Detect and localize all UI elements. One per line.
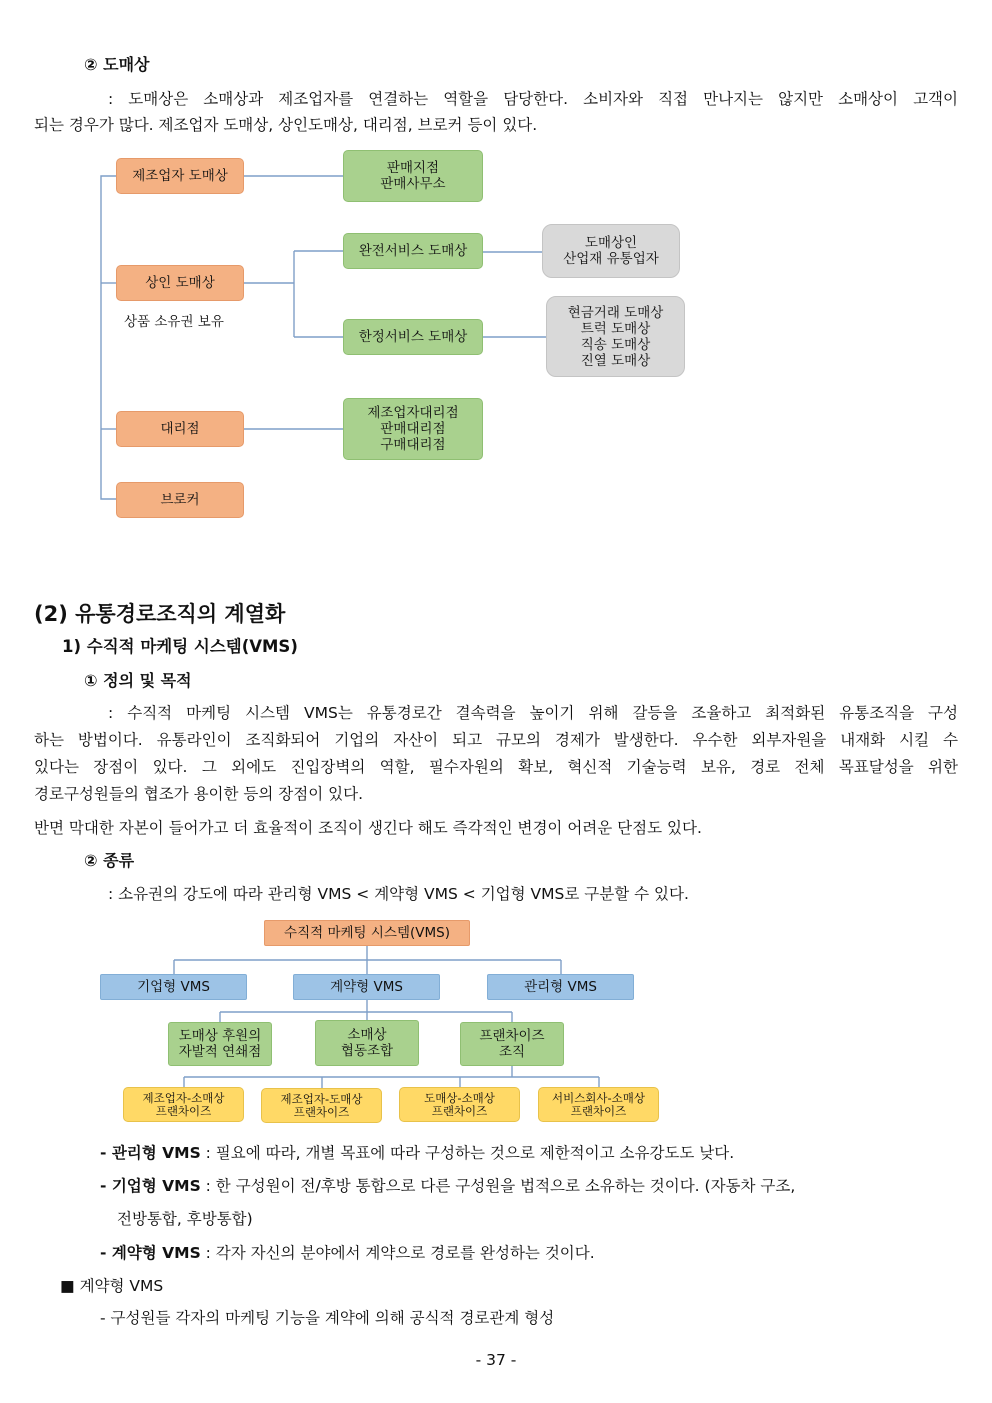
corporate-vms-bullet xyxy=(100,1173,960,1200)
broker-box: 브로커 xyxy=(116,482,244,518)
contractual-note-line: - 구성원들 각자의 마케팅 기능을 계약에 의해 공식적 경로관계 형성 xyxy=(100,1309,555,1327)
wholesaler-paragraph-line2: 되는 경우가 많다. 제조업자 도매상, 상인도매상, 대리점, 브로커 등이 있다. xyxy=(34,116,538,134)
agent-types-box: 제조업자대리점 판매대리점 구매대리점 xyxy=(343,398,483,460)
types-heading: ② 종류 xyxy=(84,851,135,870)
contractual-vms-box: 계약형 VMS xyxy=(293,974,440,1000)
corporate-vms-label: - 기업형 VMS xyxy=(100,1177,201,1195)
administered-vms-box: 관리형 VMS xyxy=(487,974,634,1000)
merchant-note: 상품 소유권 보유 xyxy=(124,314,224,330)
definition-line2: 하는 방법이다. 유통라인이 조직화되어 기업의 자산이 되고 규모의 경제가 발생한다. 우수한 외부자원을 내재화 시킬 수 xyxy=(34,731,958,749)
administered-vms-bullet xyxy=(100,1140,960,1167)
definition-heading: ① 정의 및 목적 xyxy=(84,671,192,690)
definition-line4: 경로구성원들의 협조가 용이한 등의 장점이 있다. xyxy=(34,785,364,803)
definition-line3: 있다는 장점이 있다. 그 외에도 진입장벽의 역할, 필수자원의 확보, 혁신적 기술능력 보유, 경로 전체 목표달성을 위한 xyxy=(34,758,958,776)
definition-line5: 반면 막대한 자본이 들어가고 더 효율적이 조직이 생긴다 해도 즉각적인 변경이 어려운 단점도 있다. xyxy=(34,819,702,837)
franchise-box: 프랜차이즈 조직 xyxy=(460,1022,564,1066)
service-retail-franchise-box: 서비스회사-소매상 프랜차이즈 xyxy=(538,1087,659,1122)
types-line: : 소유권의 강도에 따라 관리형 VMS < 계약형 VMS < 기업형 VMS로 구분할 수 있다. xyxy=(108,885,689,903)
wholesaler-paragraph-line1: : 도매상은 소매상과 제조업자를 연결하는 역할을 담당한다. 소비자와 직접 만나지는 않지만 소매상이 고객이 xyxy=(108,90,958,108)
corporate-vms-box: 기업형 VMS xyxy=(100,974,247,1000)
corporate-vms-text-cont: 전방통합, 후방통합) xyxy=(117,1210,253,1228)
vms-root-box: 수직적 마케팅 시스템(VMS) xyxy=(264,920,470,946)
voluntary-chain-box: 도매상 후원의 자발적 연쇄점 xyxy=(168,1022,272,1066)
vms-subtitle: 1) 수직적 마케팅 시스템(VMS) xyxy=(62,637,298,656)
section-title: (2) 유통경로조직의 계열화 xyxy=(34,602,286,626)
wholesaler-heading: ② 도매상 xyxy=(84,55,150,74)
manufacturer-wholesaler-box: 제조업자 도매상 xyxy=(116,158,244,194)
contractual-note-heading: ■ 계약형 VMS xyxy=(60,1277,164,1295)
page-number: - 37 - xyxy=(475,1351,517,1369)
contractual-vms-text: : 각자 자신의 분야에서 계약으로 경로를 완성하는 것이다. xyxy=(200,1244,595,1262)
merchant-wholesaler-box: 상인 도매상 xyxy=(116,265,244,301)
full-service-types-box: 도매상인 산업재 유통업자 xyxy=(542,224,680,278)
full-service-box: 완전서비스 도매상 xyxy=(343,233,483,269)
administered-vms-text: : 필요에 따라, 개별 목표에 따라 구성하는 것으로 제한적이고 소유강도도 낮다. xyxy=(200,1144,735,1162)
sales-branch-box: 판매지점 판매사무소 xyxy=(343,150,483,202)
corporate-vms-text: : 한 구성원이 전/후방 통합으로 다른 구성원을 법적으로 소유하는 것이다. (자동차 구조, xyxy=(200,1177,796,1195)
agent-box: 대리점 xyxy=(116,411,244,447)
contractual-vms-label: - 계약형 VMS xyxy=(100,1244,201,1262)
limited-service-types-box: 현금거래 도매상 트럭 도매상 직송 도매상 진열 도매상 xyxy=(546,296,685,377)
retailer-coop-box: 소매상 협동조합 xyxy=(315,1020,419,1066)
mfr-wholesale-franchise-box: 제조업자-도매상 프랜차이즈 xyxy=(261,1088,382,1123)
limited-service-box: 한정서비스 도매상 xyxy=(343,319,483,355)
wholesale-retail-franchise-box: 도매상-소매상 프랜차이즈 xyxy=(399,1087,520,1122)
contractual-vms-bullet xyxy=(100,1240,960,1267)
administered-vms-label: - 관리형 VMS xyxy=(100,1144,201,1162)
definition-line1: : 수직적 마케팅 시스템 VMS는 유통경로간 결속력을 높이기 위해 갈등을 조율하고 최적화된 유통조직을 구성 xyxy=(108,704,958,722)
mfr-retail-franchise-box: 제조업자-소매상 프랜차이즈 xyxy=(123,1087,244,1122)
